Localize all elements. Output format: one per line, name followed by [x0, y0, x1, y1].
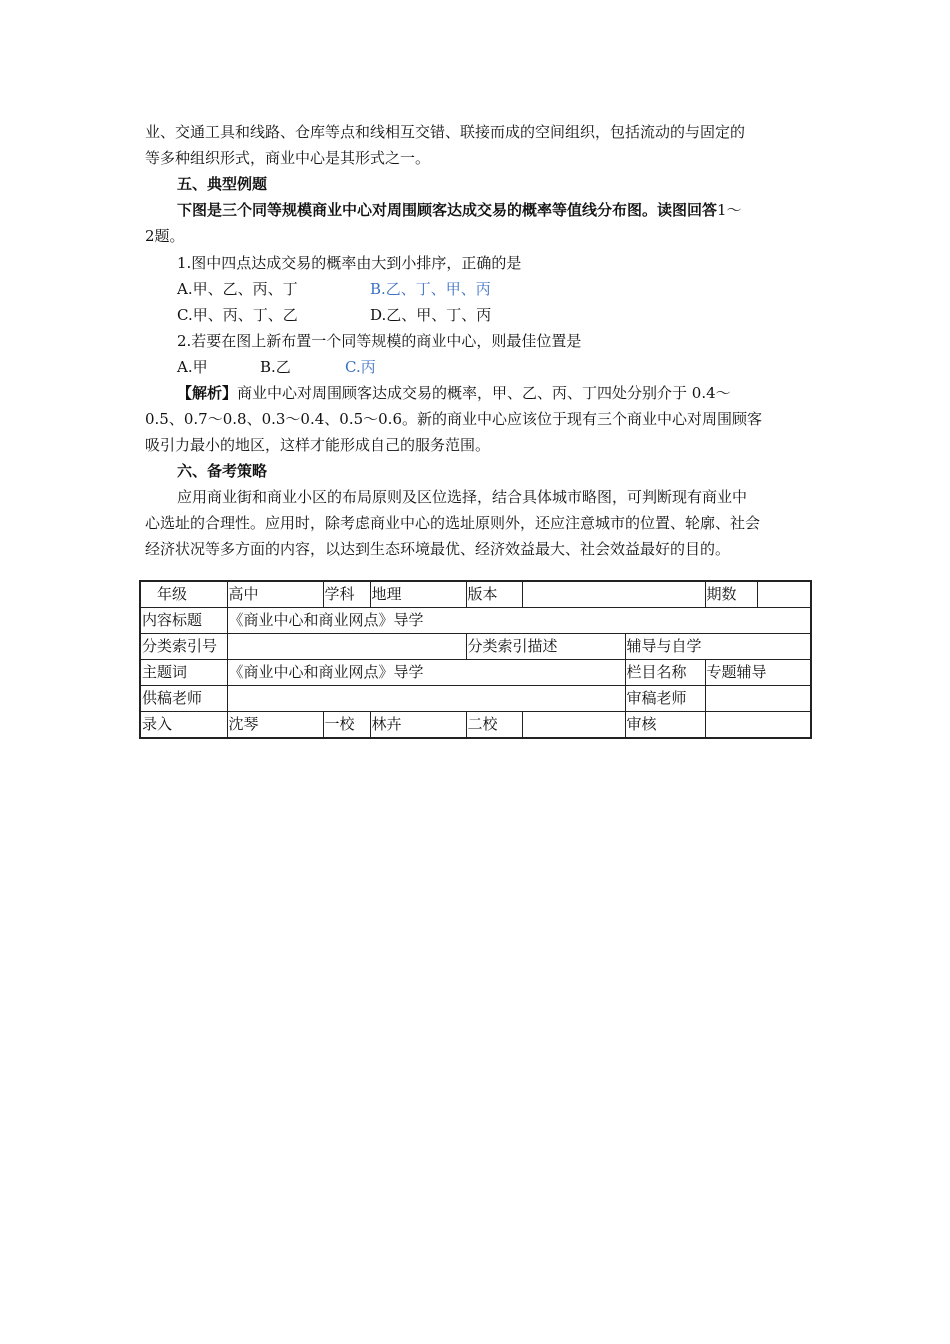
audit-value	[705, 712, 811, 739]
section-6-heading: 六、备考策略	[177, 462, 268, 480]
column-name-label: 栏目名称	[625, 660, 705, 686]
example-prompt-tail: 1～	[717, 201, 742, 219]
subject-label: 学科	[323, 581, 370, 608]
index-number-label: 分类索引号	[140, 634, 227, 660]
question-2-stem: 2.若要在图上新布置一个同等规模的商业中心，则最佳位置是	[177, 332, 582, 350]
intro-line-1: 业、交通工具和线路、仓库等点和线相互交错、联接而成的空间组织，包括流动的与固定的	[145, 123, 746, 141]
question-1-stem: 1.图中四点达成交易的概率由大到小排序，正确的是	[177, 254, 522, 272]
author-label: 供稿老师	[140, 686, 227, 712]
strategy-line-3: 经济状况等多方面的内容，以达到生态环境最优、经济效益最大、社会效益最好的目的。	[145, 540, 731, 558]
column-name-value: 专题辅导	[705, 660, 811, 686]
question-1-option-d: D.乙、甲、丁、丙	[370, 306, 492, 324]
table-row	[140, 712, 811, 739]
entry-label: 录入	[140, 712, 227, 739]
example-prompt-text: 下图是三个同等规模商业中心对周围顾客达成交易的概率等值线分布图。读图回答	[177, 201, 718, 219]
strategy-line-2: 心选址的合理性。应用时，除考虑商业中心的选址原则外，还应注意城市的位置、轮廓、社会	[145, 514, 761, 532]
analysis-line-1	[177, 382, 731, 404]
issue-label: 期数	[705, 581, 757, 608]
example-prompt-line-1	[177, 199, 742, 221]
issue-value	[757, 581, 811, 608]
second-proof-label: 二校	[466, 712, 522, 739]
question-2-option-a: A.甲	[177, 358, 208, 376]
content-title-label: 内容标题	[140, 608, 227, 634]
table-row	[140, 660, 811, 686]
index-description-value: 辅导与自学	[625, 634, 811, 660]
analysis-line-3: 吸引力最小的地区，这样才能形成自己的服务范围。	[145, 436, 491, 454]
first-proof-label: 一校	[323, 712, 370, 739]
question-1-option-b: B.乙、丁、甲、丙	[370, 280, 491, 298]
audit-label: 审核	[625, 712, 705, 739]
table-row	[140, 608, 811, 634]
edition-value	[522, 581, 705, 608]
question-2-option-c: C.丙	[345, 358, 376, 376]
edition-label: 版本	[466, 581, 522, 608]
grade-value: 高中	[227, 581, 323, 608]
author-value	[227, 686, 625, 712]
keyword-label: 主题词	[140, 660, 227, 686]
table-row	[140, 686, 811, 712]
section-5-heading: 五、典型例题	[177, 175, 268, 193]
question-2-option-b: B.乙	[260, 358, 291, 376]
intro-line-2: 等多种组织形式，商业中心是其形式之一。	[145, 149, 431, 167]
reviewer-value	[705, 686, 811, 712]
entry-value: 沈琴	[227, 712, 323, 739]
first-proof-value: 林卉	[370, 712, 466, 739]
document-metadata-table	[139, 580, 812, 739]
index-number-value	[227, 634, 466, 660]
analysis-line-2: 0.5、0.7～0.8、0.3～0.4、0.5～0.6。新的商业中心应该位于现有三个商业中心对周围顾客	[145, 410, 762, 428]
question-1-option-c: C.甲、丙、丁、乙	[177, 306, 298, 324]
question-1-option-a: A.甲、乙、丙、丁	[177, 280, 298, 298]
grade-label: 年级	[140, 581, 227, 608]
table-row	[140, 581, 811, 608]
analysis-label: 【解析】	[177, 384, 238, 402]
content-title-value: 《商业中心和商业网点》导学	[227, 608, 811, 634]
analysis-text-1: 商业中心对周围顾客达成交易的概率，甲、乙、丙、丁四处分别介于 0.4～	[237, 384, 731, 402]
subject-value: 地理	[370, 581, 466, 608]
reviewer-label: 审稿老师	[625, 686, 705, 712]
example-prompt-line-2: 2题。	[145, 227, 185, 245]
second-proof-value	[522, 712, 625, 739]
keyword-value: 《商业中心和商业网点》导学	[227, 660, 625, 686]
index-description-label: 分类索引描述	[466, 634, 625, 660]
table-row	[140, 634, 811, 660]
strategy-line-1: 应用商业街和商业小区的布局原则及区位选择，结合具体城市略图，可判断现有商业中	[177, 488, 748, 506]
